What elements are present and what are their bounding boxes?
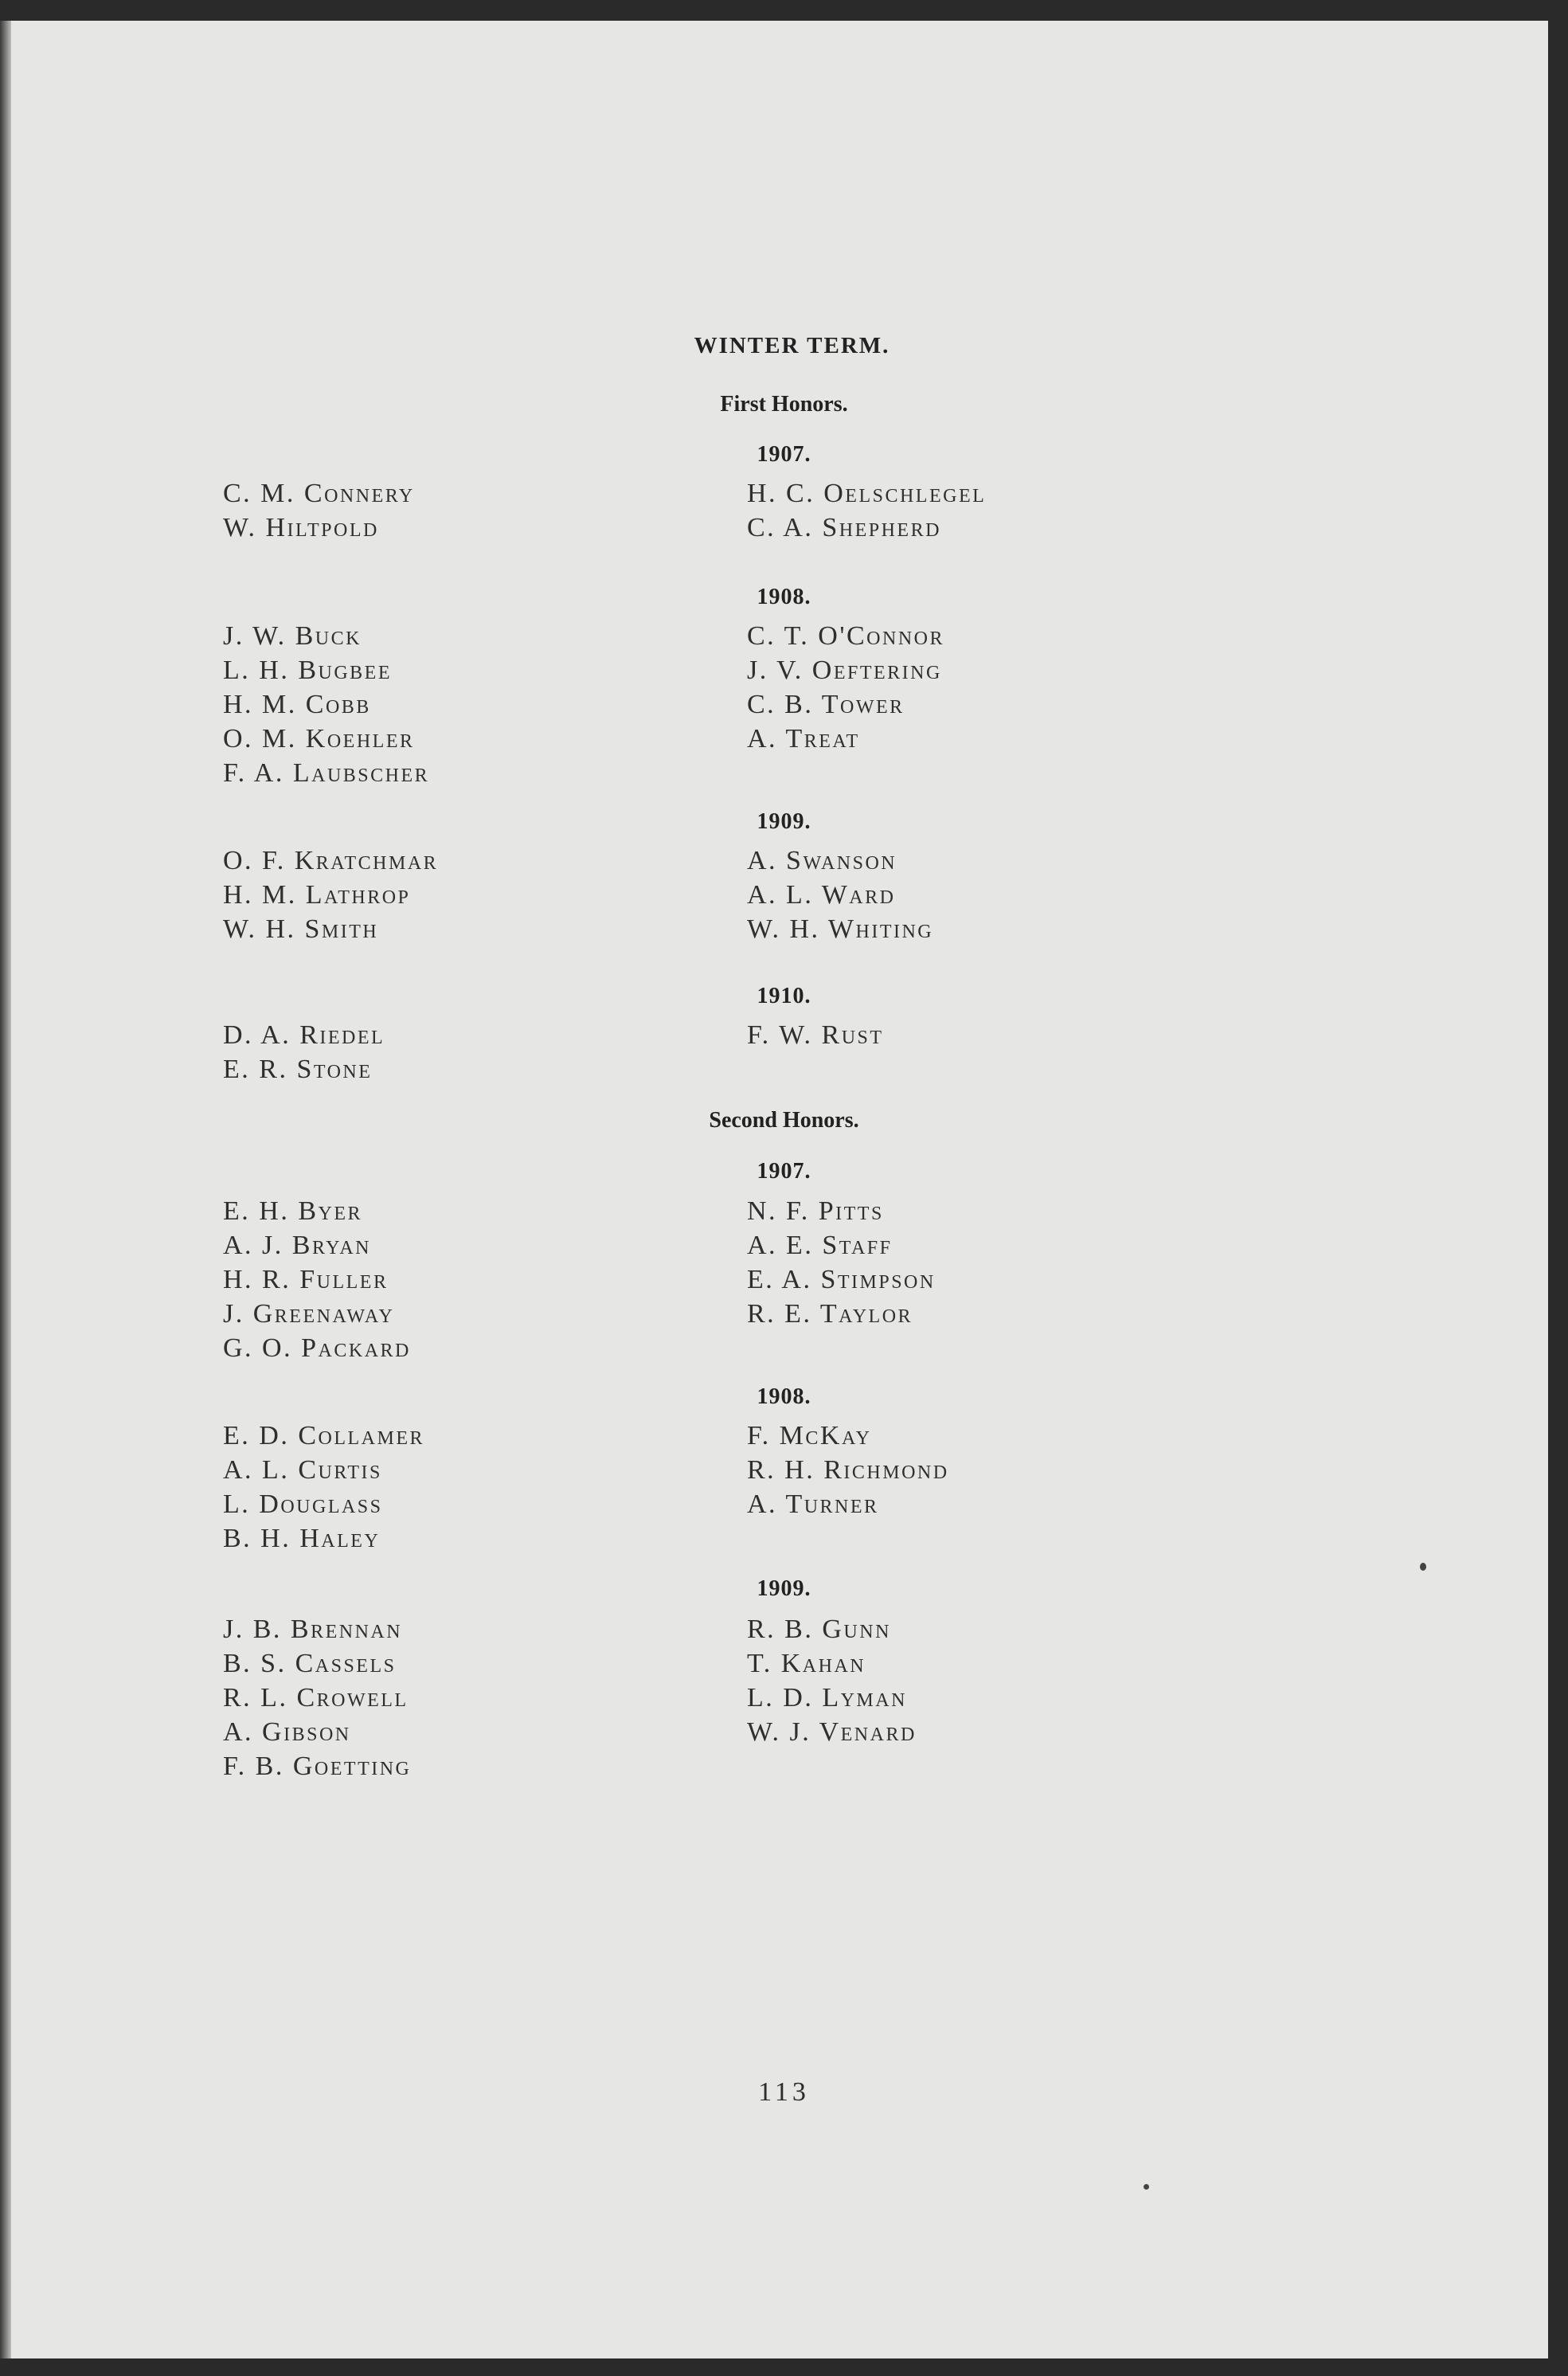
list-item: J. B. Brennan (223, 1615, 403, 1644)
list-item: C. A. Shepherd (747, 513, 941, 542)
list-item: O. F. Kratchmar (223, 846, 439, 875)
list-item: H. C. Oelschlegel (747, 479, 987, 508)
list-item: A. L. Ward (747, 880, 896, 910)
list-item: E. H. Byer (223, 1196, 362, 1226)
list-item: F. McKay (747, 1421, 872, 1450)
list-item: J. V. Oeftering (747, 656, 942, 685)
list-item: L. H. Bugbee (223, 656, 392, 685)
year-heading: 1909. (757, 809, 811, 834)
list-item: A. Treat (747, 724, 860, 754)
paper-speck (1144, 2184, 1149, 2190)
page-title: WINTER TERM. (694, 333, 890, 358)
honors-list-right (747, 1419, 949, 1521)
page-binding-edge (0, 21, 11, 2358)
honors-list-right (747, 1194, 936, 1331)
honors-list-right (747, 1018, 884, 1052)
list-item: A. J. Bryan (223, 1231, 371, 1260)
section-heading-second-honors: Second Honors. (709, 1108, 859, 1133)
list-item: C. B. Tower (747, 690, 905, 719)
honors-list-left (223, 1612, 411, 1783)
honors-list-right (747, 1612, 917, 1749)
list-item: W. J. Venard (747, 1717, 917, 1747)
list-item: F. B. Goetting (223, 1752, 412, 1781)
list-item: A. Swanson (747, 846, 897, 875)
list-item: B. H. Haley (223, 1524, 381, 1553)
paper-speck (1420, 1563, 1426, 1571)
list-item: R. B. Gunn (747, 1615, 891, 1644)
year-heading: 1909. (757, 1576, 811, 1601)
list-item: R. H. Richmond (747, 1455, 949, 1485)
list-item: A. Turner (747, 1489, 879, 1519)
honors-list-left (223, 1194, 411, 1365)
list-item: W. H. Whiting (747, 914, 934, 944)
list-item: N. F. Pitts (747, 1196, 884, 1226)
list-item: J. Greenaway (223, 1299, 395, 1329)
list-item: W. H. Smith (223, 914, 379, 944)
year-heading: 1908. (757, 585, 811, 609)
list-item: B. S. Cassels (223, 1649, 397, 1678)
honors-list-right (747, 476, 986, 545)
honors-list-right (747, 844, 933, 946)
list-item: A. Gibson (223, 1717, 351, 1747)
page-number: 113 (758, 2077, 810, 2107)
list-item: J. W. Buck (223, 621, 362, 651)
list-item: T. Kahan (747, 1649, 866, 1678)
list-item: H. M. Cobb (223, 690, 371, 719)
honors-list-left (223, 619, 429, 790)
list-item: G. O. Packard (223, 1333, 411, 1363)
honors-list-right (747, 619, 944, 756)
list-item: D. A. Riedel (223, 1020, 385, 1050)
list-item: C. T. O'Connor (747, 621, 945, 651)
list-item: W. Hiltpold (223, 513, 379, 542)
document-page (11, 21, 1548, 2358)
list-item: R. L. Crowell (223, 1683, 409, 1713)
honors-list-left (223, 1419, 424, 1556)
list-item: H. R. Fuller (223, 1265, 389, 1294)
list-item: E. R. Stone (223, 1055, 373, 1084)
year-heading: 1910. (757, 984, 811, 1008)
list-item: L. Douglass (223, 1489, 383, 1519)
list-item: F. W. Rust (747, 1020, 884, 1050)
honors-list-left (223, 476, 415, 545)
list-item: H. M. Lathrop (223, 880, 411, 910)
list-item: L. D. Lyman (747, 1683, 907, 1713)
list-item: A. E. Staff (747, 1231, 893, 1260)
year-heading: 1907. (757, 1159, 811, 1184)
year-heading: 1907. (757, 442, 811, 467)
honors-list-left (223, 1018, 385, 1086)
list-item: E. D. Collamer (223, 1421, 424, 1450)
honors-list-left (223, 844, 438, 946)
list-item: A. L. Curtis (223, 1455, 382, 1485)
list-item: E. A. Stimpson (747, 1265, 936, 1294)
list-item: O. M. Koehler (223, 724, 415, 754)
list-item: R. E. Taylor (747, 1299, 913, 1329)
year-heading: 1908. (757, 1384, 811, 1409)
list-item: F. A. Laubscher (223, 758, 430, 788)
list-item: C. M. Connery (223, 479, 415, 508)
section-heading-first-honors: First Honors. (720, 392, 848, 417)
